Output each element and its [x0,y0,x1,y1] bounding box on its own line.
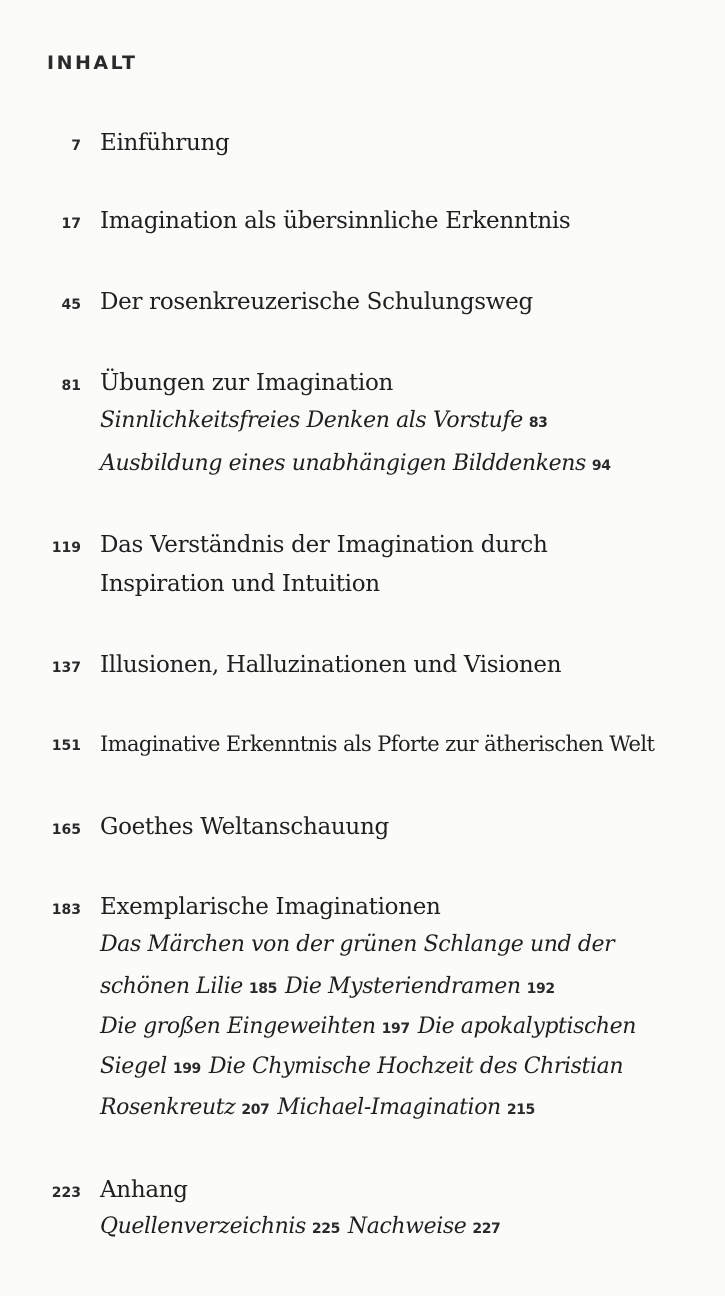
chapter-title: Goethes Weltanschauung [100,814,389,840]
toc-entry-uebungen[interactable] [0,362,725,402]
chapter-title: Einführung [100,130,230,156]
chapter-title: Imagination als übersinnliche Erkenntnis [100,208,571,234]
page-number: 119 [51,540,81,556]
subsection-title: schönen Lilie [100,974,243,999]
subsection-title: Das Märchen von der grünen Schlange und der [100,932,615,957]
page-number: 165 [51,822,81,838]
page-number: 45 [61,297,81,313]
chapter-title-continued: Inspiration und Intuition [100,571,380,597]
page-number: 197 [381,1021,410,1037]
toc-subentry[interactable] [100,974,555,999]
toc-subentry[interactable] [100,1054,623,1079]
page-number: 199 [172,1061,201,1077]
page-number: 227 [472,1221,501,1237]
subsection-title: Rosenkreutz [100,1095,236,1120]
toc-subentry[interactable] [100,932,614,957]
page-number: 17 [61,216,81,232]
chapter-title: Anhang [100,1177,188,1203]
page-number: 215 [506,1102,535,1118]
toc-subentry[interactable] [100,408,548,433]
toc-entry-goethe[interactable] [0,806,725,846]
subsection-title: Quellenverzeichnis [100,1214,306,1239]
chapter-title: Exemplarische Imaginationen [100,894,441,920]
toc-entry-schulungsweg[interactable] [0,281,725,321]
subsection-title: Die Chymische Hochzeit des Christian [208,1054,624,1079]
toc-subentry[interactable] [100,1214,500,1239]
page-number: 151 [51,738,81,754]
toc-entry-aetherische-welt[interactable] [0,722,725,762]
toc-entry-einfuehrung[interactable] [0,122,725,162]
subsection-title: Sinnlichkeitsfreies Denken als Vorstufe [100,408,523,433]
toc-entry-anhang[interactable] [0,1169,725,1209]
toc-entry-exemplarische[interactable] [0,886,725,926]
chapter-title: Das Verständnis der Imagination durch [100,532,548,558]
page-number: 7 [71,138,81,154]
page-number: 192 [526,981,555,997]
subsection-title: Nachweise [347,1214,467,1239]
toc-entry-illusionen[interactable] [0,644,725,684]
page-number: 83 [528,415,548,431]
page-number: 223 [51,1185,81,1201]
subsection-title: Die Mysteriendramen [284,974,521,999]
page-number: 225 [311,1221,340,1237]
chapter-title: Illusionen, Halluzinationen und Visionen [100,652,562,678]
page-number: 185 [248,981,277,997]
page-number: 94 [591,458,611,474]
subsection-title: Siegel [100,1054,167,1079]
toc-entry-verstaendnis[interactable] [0,524,725,564]
toc-subentry[interactable] [100,1014,636,1039]
subsection-title: Michael-Imagination [277,1095,501,1120]
toc-subentry[interactable] [100,1095,535,1120]
chapter-title: Der rosenkreuzerische Schulungsweg [100,289,533,315]
page-number: 81 [61,378,81,394]
subsection-title: Ausbildung eines unabhängigen Bilddenkens [100,451,586,476]
page-number: 183 [51,902,81,918]
subsection-title: Die apokalyptischen [417,1014,637,1039]
subsection-title: Die großen Eingeweihten [100,1014,376,1039]
chapter-title: Imaginative Erkenntnis als Pforte zur ätherischen Welt [100,732,655,756]
chapter-title: Übungen zur Imagination [100,370,393,396]
toc-heading: INHALT [47,52,138,74]
page-number: 207 [241,1102,270,1118]
toc-entry-imagination[interactable] [0,200,725,240]
toc-subentry[interactable] [100,451,611,476]
page-number: 137 [51,660,81,676]
